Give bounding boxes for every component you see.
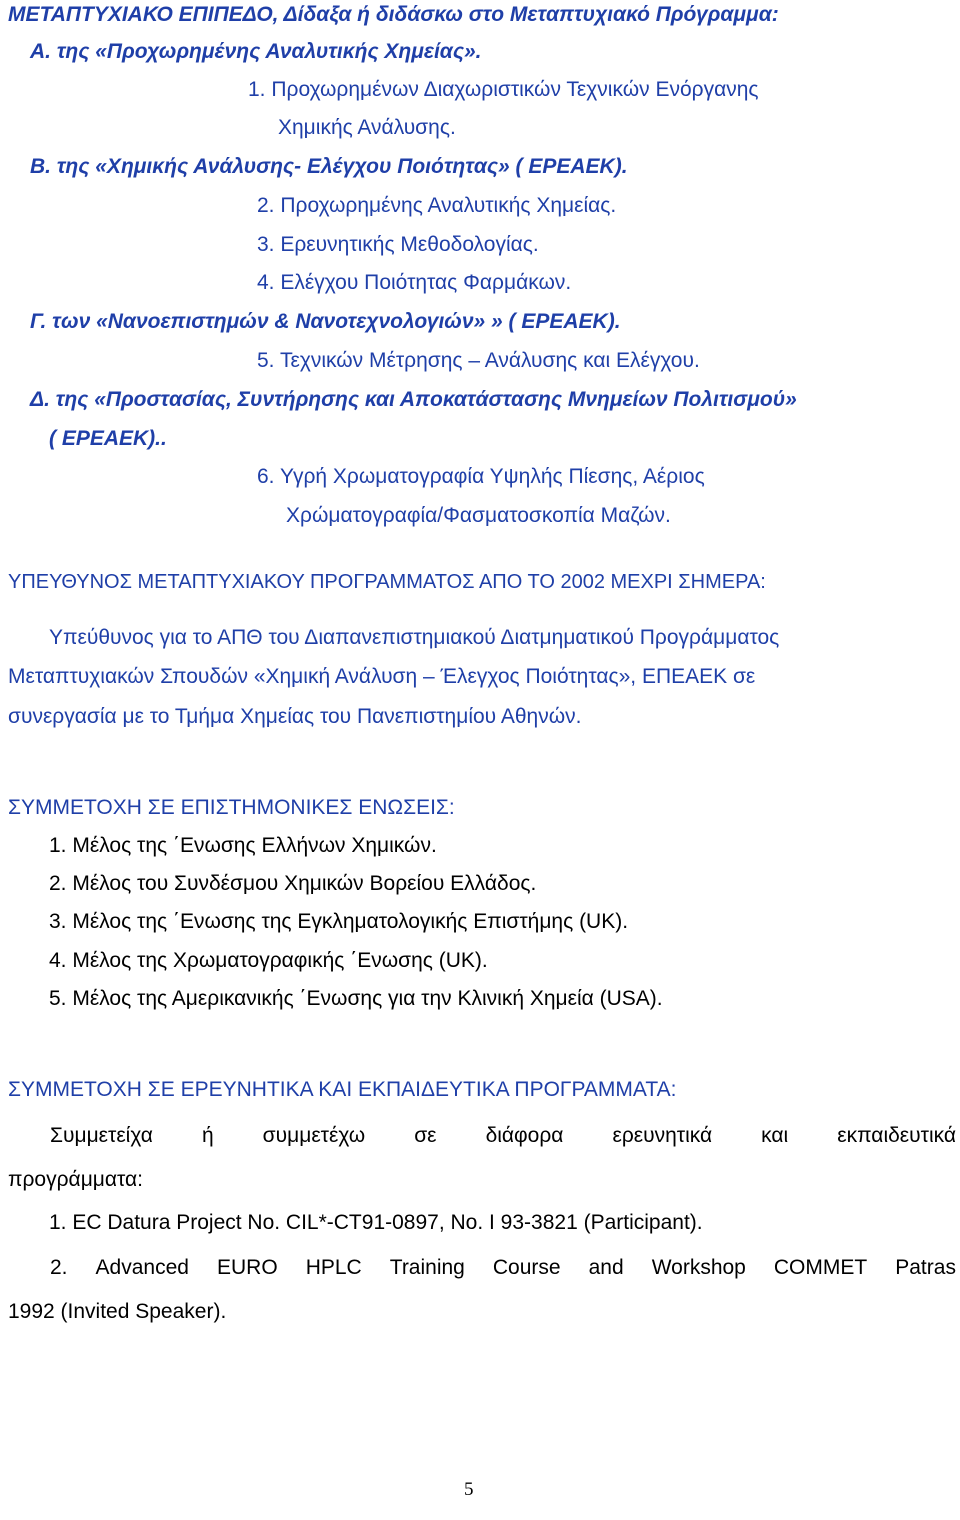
course-item-5: 5. Τεχνικών Μέτρησης – Ανάλυσης και Ελέγχου. bbox=[257, 349, 700, 372]
section-b-title: Β. της «Χημικής Ανάλυσης- Ελέγχου Ποιότητας» ( ΕΡΕΑΕΚ). bbox=[30, 155, 628, 178]
word: Course bbox=[492, 1256, 561, 1279]
societies-heading: ΣΥΜΜΕΤΟΧΗ ΣΕ ΕΠΙΣΤΗΜΟΝΙΚΕΣ ΕΝΩΣΕΙΣ: bbox=[8, 796, 455, 819]
word: σε bbox=[414, 1124, 437, 1147]
section-a-title: Α. της «Προχωρημένης Αναλυτικής Χημείας». bbox=[30, 40, 482, 63]
section-d-title-line2: ( ΕΡΕΑΕΚ).. bbox=[49, 427, 167, 450]
programs-intro-line bbox=[50, 1124, 956, 1148]
course-item-6-line1: 6. Υγρή Χρωματογραφία Υψηλής Πίεσης, Αέριος bbox=[257, 465, 705, 488]
section-d-title-line1: Δ. της «Προστασίας, Συντήρησης και Αποκατάστασης Μνημείων Πολιτισμού» bbox=[30, 388, 797, 411]
program-item-1: 1. EC Datura Project No. CIL*-CT91-0897, No. I 93-3821 (Participant). bbox=[49, 1211, 703, 1234]
word: and bbox=[588, 1256, 624, 1279]
word: Patras bbox=[895, 1256, 956, 1279]
society-item: 5. Μέλος της Αμερικανικής ΄Ενωσης για την Κλινική Χημεία (USA). bbox=[49, 987, 663, 1010]
postgrad-header: ΜΕΤΑΠΤΥΧΙΑΚΟ ΕΠΙΠΕΔΟ, Δίδαξα ή διδάσκω στο Μεταπτυχιακό Πρόγραμμα: bbox=[8, 3, 779, 26]
course-item-6-line2: Χρώματογραφία/Φασματοσκοπία Μαζών. bbox=[286, 504, 671, 527]
word: Συμμετείχα bbox=[50, 1124, 153, 1147]
program-item-2-end: 1992 (Invited Speaker). bbox=[8, 1300, 227, 1323]
programs-heading: ΣΥΜΜΕΤΟΧΗ ΣΕ ΕΡΕΥΝΗΤΙΚΑ ΚΑΙ ΕΚΠΑΙΔΕΥΤΙΚΑ ΠΡΟΓΡΑΜΜΑΤΑ: bbox=[8, 1078, 677, 1101]
course-item-1-line1: 1. Προχωρημένων Διαχωριστικών Τεχνικών Ενόργανης bbox=[248, 78, 759, 101]
program-item-2-line bbox=[50, 1256, 956, 1280]
word: HPLC bbox=[305, 1256, 362, 1279]
word: EURO bbox=[216, 1256, 278, 1279]
word: Advanced bbox=[95, 1256, 189, 1279]
word: συμμετέχω bbox=[262, 1124, 366, 1147]
responsible-line-3: συνεργασία με το Τμήμα Χημείας του Πανεπιστημίου Αθηνών. bbox=[8, 705, 582, 728]
course-item-3: 3. Ερευνητικής Μεθοδολογίας. bbox=[257, 233, 539, 256]
society-item: 4. Μέλος της Χρωματογραφικής ΄Ενωσης (UK). bbox=[49, 949, 488, 972]
society-item: 2. Μέλος του Συνδέσμου Χημικών Βορείου Ελλάδος. bbox=[49, 872, 537, 895]
course-item-2: 2. Προχωρημένης Αναλυτικής Χημείας. bbox=[257, 194, 617, 217]
responsible-line-2: Μεταπτυχιακών Σπουδών «Χημική Ανάλυση – Έλεγχος Ποιότητας», ΕΠΕΑΕΚ σε bbox=[8, 665, 756, 688]
responsible-line-1: Υπεύθυνος για το ΑΠΘ του Διαπανεπιστημιακού Διατμηματικού Προγράμματος bbox=[49, 626, 780, 649]
word: ή bbox=[201, 1124, 214, 1147]
society-item: 1. Μέλος της ΄Ενωσης Ελλήνων Χημικών. bbox=[49, 834, 437, 857]
word: ερευνητικά bbox=[612, 1124, 713, 1147]
word: και bbox=[761, 1124, 789, 1147]
page-number: 5 bbox=[464, 1479, 474, 1500]
word: COMMET bbox=[773, 1256, 868, 1279]
word: Workshop bbox=[651, 1256, 746, 1279]
course-item-4: 4. Ελέγχου Ποιότητας Φαρμάκων. bbox=[257, 271, 572, 294]
word: 2. bbox=[50, 1256, 68, 1279]
responsible-heading: ΥΠΕΥΘΥΝΟΣ ΜΕΤΑΠΤΥΧΙΑΚΟΥ ΠΡΟΓΡΑΜΜΑΤΟΣ ΑΠΟ ΤΟ 2002 ΜΕΧΡΙ ΣΗΜΕΡΑ: bbox=[8, 571, 766, 593]
section-g-title: Γ. των «Νανοεπιστημών & Νανοτεχνολογιών» » ( ΕΡΕΑΕΚ). bbox=[30, 310, 621, 333]
society-item: 3. Μέλος της ΄Ενωσης της Εγκληματολογικής Επιστήμης (UK). bbox=[49, 910, 629, 933]
word: διάφορα bbox=[485, 1124, 564, 1147]
course-item-1-line2: Χημικής Ανάλυσης. bbox=[278, 116, 456, 139]
word: εκπαιδευτικά bbox=[837, 1124, 956, 1147]
programs-intro-end: προγράμματα: bbox=[8, 1168, 144, 1191]
word: Training bbox=[389, 1256, 465, 1279]
